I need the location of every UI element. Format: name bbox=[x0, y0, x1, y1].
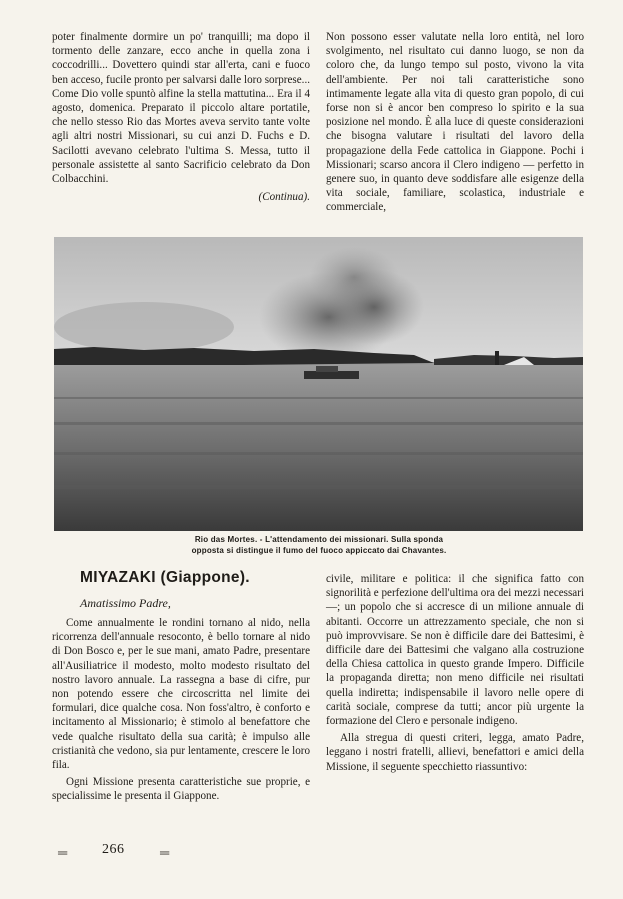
bottom-left-paragraph-1: Come annualmente le rondini tornano al nido, nella ricorrenza dell'annuale resoconto, è bello tornare al nido di Don Bosco e, per le sue mani, amato Padre, presentare all'Ausiliatrice il modesto, molto modesto risultato del nostro lavoro annuale. La rassegna a base di cifre, pur non potendo essere che circoscritta nel limite dei formulari, dice qualche cosa. Non foss'altro, è conforto e incitamento al Missionario; è stimolo al benefattore che vede qualche risultato della sua carità; è impulso alle cristianità che vedono, sia pur lentamente, crescere le loro fila. bbox=[52, 617, 310, 772]
river-photo bbox=[54, 237, 583, 531]
page-number: 266 bbox=[102, 842, 125, 857]
bottom-right-column bbox=[326, 572, 584, 774]
page-number-ornament-left: ═ bbox=[58, 845, 68, 860]
river-photo-image bbox=[54, 237, 583, 531]
bottom-right-paragraph-2: Alla stregua di questi criteri, legga, amato Padre, leggano i nostri fratelli, allievi, benefattori e amici della Missione, il seguente specchietto riassuntivo: bbox=[326, 732, 584, 773]
bottom-left-column bbox=[52, 616, 310, 804]
continua-note: (Continua). bbox=[258, 191, 310, 204]
top-right-column bbox=[326, 30, 584, 215]
page-number-ornament-right: ═ bbox=[160, 845, 170, 860]
salutation: Amatissimo Padre, bbox=[80, 596, 171, 610]
top-right-paragraph: Non possono esser valutate nella loro entità, nel loro svolgimento, nel risultato cui danno luogo, se non da coloro che, da lungo tempo sul posto, vivono la vita dell'ambiente. Per noi tali caratteristiche sono intimamente legate alla vita di questo gran popolo, di cui forse non si è ancor ben compreso lo spirito e la sua posizione nel mondo. È alla luce di queste considerazioni che bisogna valutare i risultati del lavoro della propagazione della Fede cattolica in Giappone. Pochi i Missionari; scarso ancora il Clero indigeno — perfetto in genere suo, in quanto deve soddisfare alle esigenze della vita sociale, familiare, scolastica, industriale e commerciale, bbox=[326, 31, 584, 214]
caption-line-1: Rio das Mortes. - L'attendamento dei missionari. Sulla sponda bbox=[194, 535, 444, 544]
caption-line-2: opposta si distingue il fumo del fuoco appiccato dai Chavantes. bbox=[191, 546, 447, 555]
article-title: MIYAZAKI (Giappone). bbox=[80, 569, 250, 586]
bottom-right-paragraph-1: civile, militare e politica: il che significa fatto con signorilità e perfezione dell'ultima ora dei mezzi necessari —; un popolo che si accresce di un milione annuale di abitanti. Occorre un attrezzamento speciale, che non si può improvvisare. Se non è difficile dare dei Battesimi, è difficile dare dei Battesimi che valgano alla costruzione della Chiesa cattolica in questo grande Impero. Difficile la propaganda diretta; non meno difficile nei risultati quella indiretta; indispensabile il lavoro nelle opere di carità sociale, comprese da tutti; ancor più urgente la formazione del Clero e personale indigeno. bbox=[326, 573, 584, 728]
top-left-column bbox=[52, 30, 310, 204]
bottom-left-paragraph-2: Ogni Missione presenta caratteristiche sue proprie, e specialissime le presenta il Giappone. bbox=[52, 776, 310, 803]
top-left-paragraph: poter finalmente dormire un po' tranquilli; ma dopo il tormento delle zanzare, ecco anche in quella zona i coccodrilli... Dovettero quindi star all'erta, cani e fuoco ben acceso, fucile pronto per salvarsi dalle loro sorprese... Come Dio volle spuntò alfine la stella mattutina... Era il 4 agosto, domenica. Preparato il piccolo altare portatile, che nello stesso Rio das Mortes aveva servito tante volte agli altri nostri Missionari, su cui anzi D. Fuchs e D. Sacilotti avevano celebrato l'ultima S. Messa, tutto il personale assistette al santo Sacrificio celebrato da Don Colbacchini. bbox=[52, 31, 310, 186]
photo-caption bbox=[130, 534, 508, 556]
